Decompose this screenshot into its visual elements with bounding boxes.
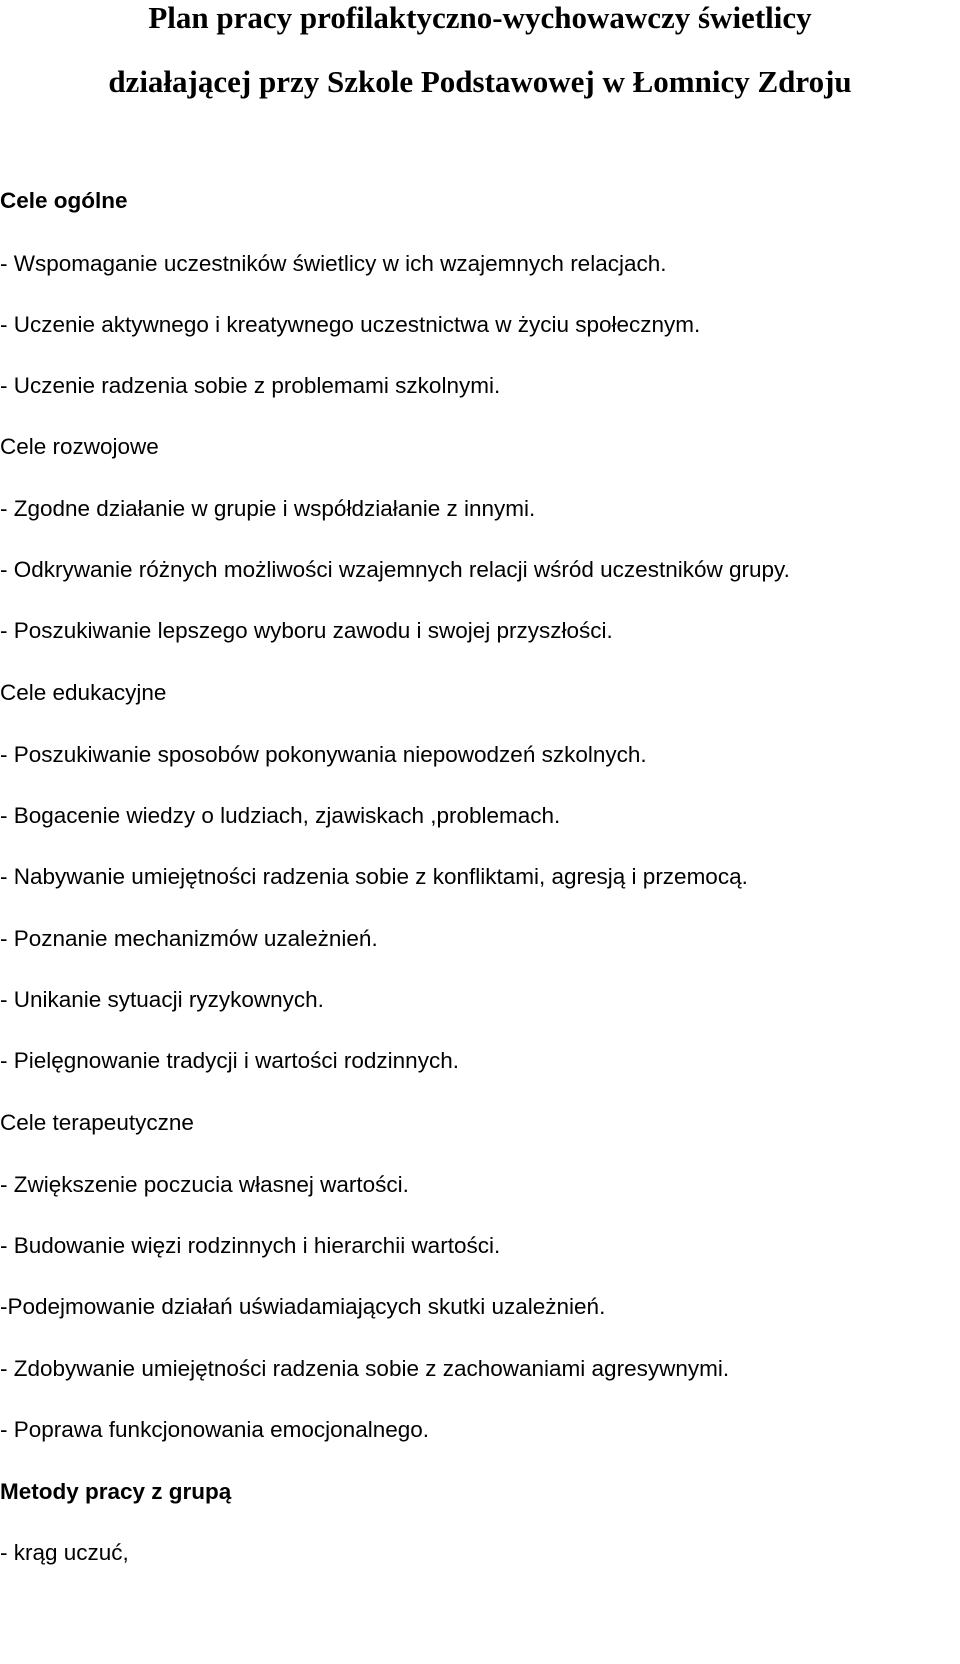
section-heading-metody-pracy: Metody pracy z grupą	[0, 1479, 232, 1504]
list-item: - Uczenie radzenia sobie z problemami szkolnymi.	[0, 373, 501, 398]
list-item: - Odkrywanie różnych możliwości wzajemnych relacji wśród uczestników grupy.	[0, 557, 790, 582]
list-item: - Poznanie mechanizmów uzależnień.	[0, 926, 378, 951]
list-item: - Zdobywanie umiejętności radzenia sobie z zachowaniami agresywnymi.	[0, 1356, 730, 1381]
list-item: - Wspomaganie uczestników świetlicy w ich wzajemnych relacjach.	[0, 251, 667, 276]
list-item: - krąg uczuć,	[0, 1540, 129, 1565]
list-item: -Podejmowanie działań uświadamiających skutki uzależnień.	[0, 1294, 606, 1319]
section-heading-cele-terapeutyczne: Cele terapeutyczne	[0, 1110, 194, 1135]
list-item: - Zwiększenie poczucia własnej wartości.	[0, 1172, 409, 1197]
list-item: - Budowanie więzi rodzinnych i hierarchii wartości.	[0, 1233, 501, 1258]
document-title-line-1: Plan pracy profilaktyczno-wychowawczy świetlicy	[148, 0, 812, 35]
list-item: - Poszukiwanie lepszego wyboru zawodu i swojej przyszłości.	[0, 618, 613, 643]
list-item: - Unikanie sytuacji ryzykownych.	[0, 987, 324, 1012]
section-heading-cele-edukacyjne: Cele edukacyjne	[0, 680, 167, 705]
section-heading-cele-ogolne: Cele ogólne	[0, 188, 128, 213]
list-item: - Poszukiwanie sposobów pokonywania niepowodzeń szkolnych.	[0, 742, 647, 767]
document-title-line-2: działającej przy Szkole Podstawowej w Łomnicy Zdroju	[108, 64, 852, 99]
section-heading-cele-rozwojowe: Cele rozwojowe	[0, 434, 159, 459]
list-item: - Poprawa funkcjonowania emocjonalnego.	[0, 1417, 430, 1442]
list-item: - Pielęgnowanie tradycji i wartości rodzinnych.	[0, 1048, 459, 1073]
list-item: - Bogacenie wiedzy o ludziach, zjawiskach ,problemach.	[0, 803, 561, 828]
list-item: - Uczenie aktywnego i kreatywnego uczestnictwa w życiu społecznym.	[0, 312, 701, 337]
list-item: - Zgodne działanie w grupie i współdziałanie z innymi.	[0, 496, 536, 521]
list-item: - Nabywanie umiejętności radzenia sobie z konfliktami, agresją i przemocą.	[0, 864, 748, 889]
